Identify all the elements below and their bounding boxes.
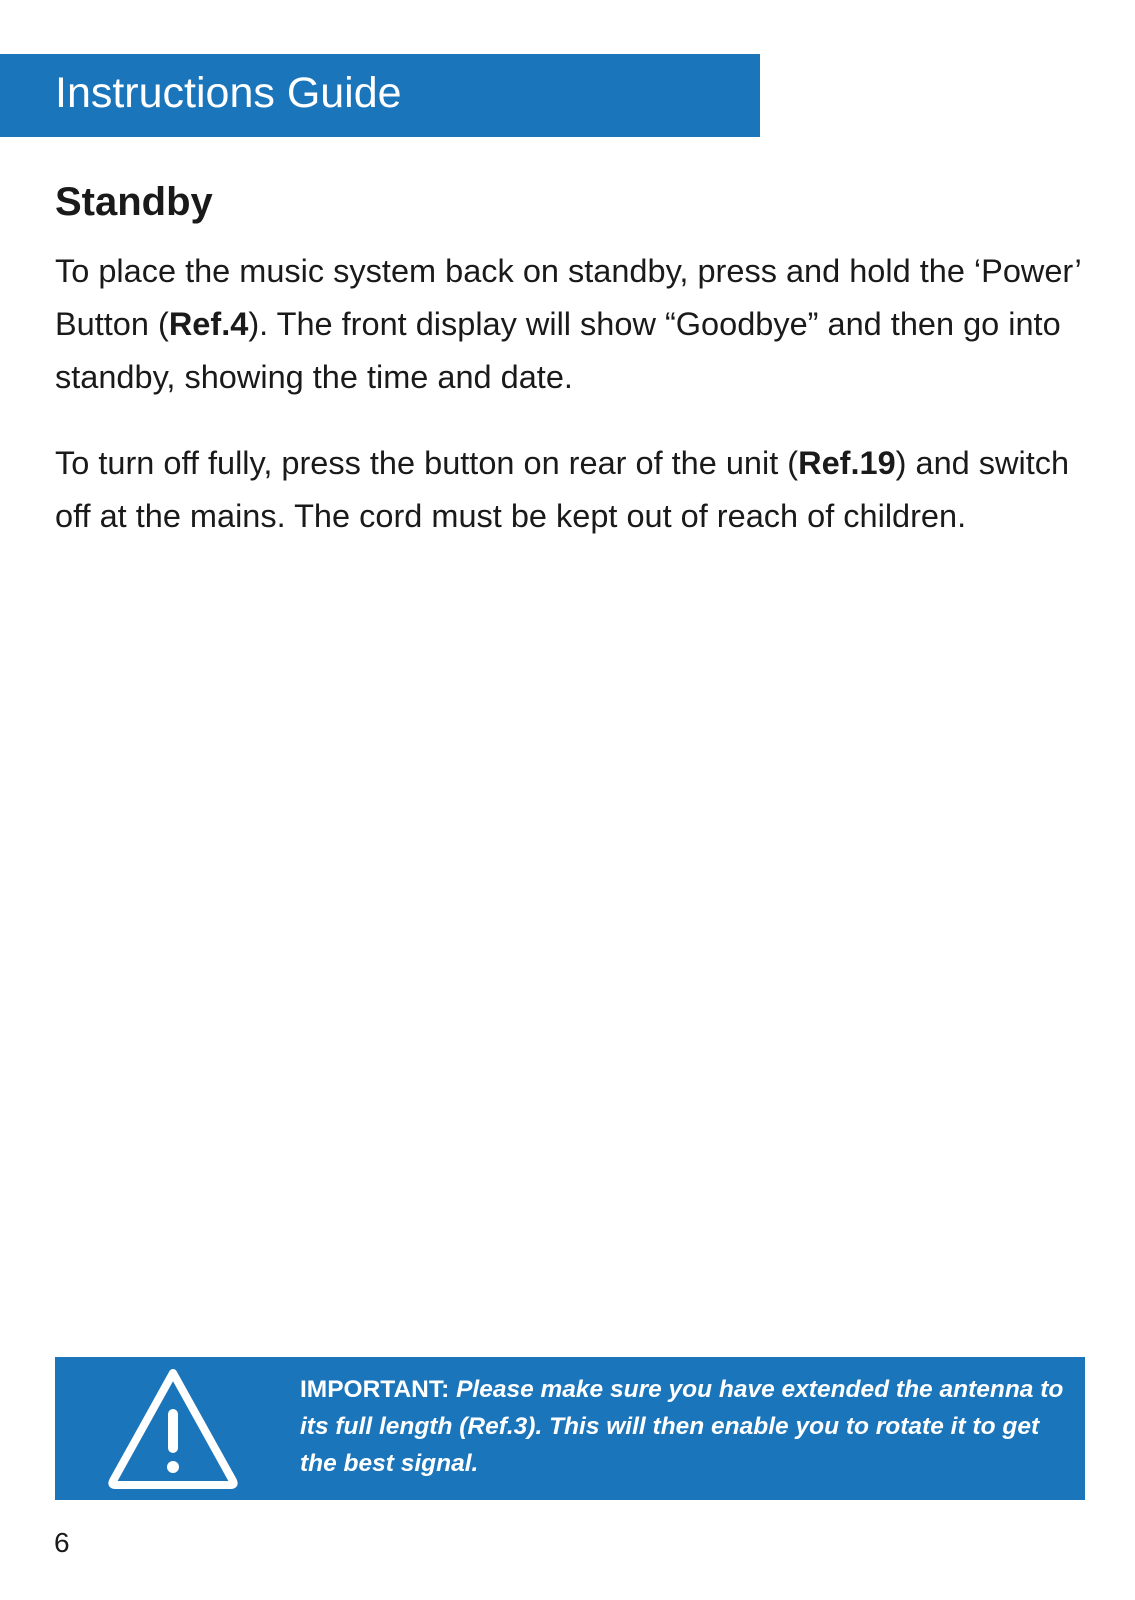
paragraph-text: To turn off fully, press the button on rear of the unit ( [55,445,799,481]
section-heading: Standby [55,180,213,224]
notice-text [300,1371,1070,1482]
notice-label: IMPORTANT: [300,1376,450,1403]
header-bar [0,54,760,137]
reference-label: Ref.4 [168,306,249,342]
paragraph-text: ) and switch off at the mains. The cord must be kept out of reach of children. [55,445,1070,534]
standby-paragraph [55,245,1095,404]
notice-body: Please make sure you have extended the antenna to its full length (Ref.3). This will then enable you to rotate it to get the best signal. [300,1376,1064,1477]
warning-triangle-icon [105,1365,241,1491]
paragraph-text: To place the music system back on standby, press and hold the ‘Power’ Button ( [55,253,1081,342]
important-notice [55,1357,1085,1500]
paragraph-text: ). The front display will show “Goodbye” and then go into standby, showing the time and date. [55,306,1061,395]
page-title: Instructions Guide [55,69,402,117]
reference-label: Ref.19 [798,445,896,481]
power-off-paragraph [55,437,1095,543]
page-number: 6 [54,1527,70,1558]
